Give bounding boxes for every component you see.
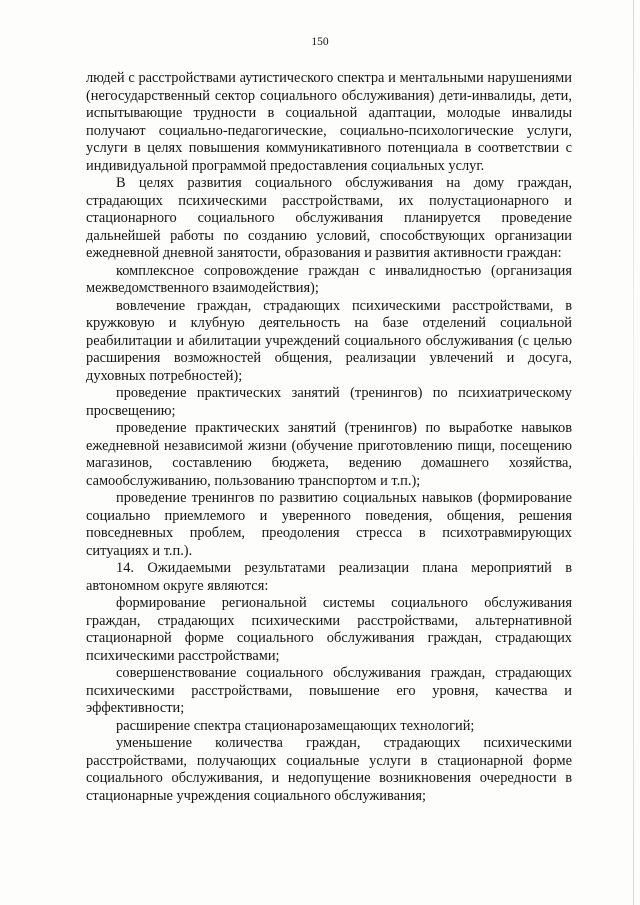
list-item: формирование региональной системы социального обслуживания граждан, страдающих психическими расстройствами, альтернативной стационарной форме социального обслуживания граждан, страдающих психическими расстройствами; bbox=[86, 595, 572, 664]
paragraph-continuation: людей с расстройствами аутистического спектра и ментальными нарушениями (негосударственный сектор социального обслуживания) дети-инвалиды, дети, испытывающие трудности в социальной адаптации, молодые инвалиды получают социально-педагогические, социально-психологические услуги, услуги в целях повышения коммуникативного потенциала в соответствии с индивидуальной программой предоставления социальных услуг. bbox=[86, 70, 572, 174]
section-paragraph: 14. Ожидаемыми результатами реализации плана мероприятий в автономном округе являются: bbox=[86, 560, 572, 594]
list-item: вовлечение граждан, страдающих психическими расстройствами, в кружковую и клубную деятельность на базе отделений социальной реабилитации и абилитации учреждений социального обслуживания (с целью расширения возможностей общения, реализации увлечений и досуга, духовных потребностей); bbox=[86, 297, 572, 384]
list-item: комплексное сопровождение граждан с инвалидностью (организация межведомственного взаимодействия); bbox=[86, 262, 572, 296]
document-body bbox=[86, 70, 572, 805]
scan-edge bbox=[633, 0, 634, 905]
list-item: проведение практических занятий (тренингов) по выработке навыков ежедневной независимой жизни (обучение приготовлению пищи, посещению магазинов, составлению бюджета, ведению домашнего хозяйства, самообслуживанию, пользованию транспортом и т.п.); bbox=[86, 420, 572, 489]
page-number: 150 bbox=[311, 36, 329, 48]
list-item: проведение практических занятий (тренингов) по психиатрическому просвещению; bbox=[86, 385, 572, 419]
paragraph: В целях развития социального обслуживания на дому граждан, страдающих психическими расстройствами, их полустационарного и стационарного социального обслуживания планируется проведение дальнейшей работы по созданию условий, способствующих организации ежедневной дневной занятости, образования и развития активности граждан: bbox=[86, 175, 572, 261]
list-item: расширение спектра стационарозамещающих технологий; bbox=[116, 717, 475, 734]
list-item: уменьшение количества граждан, страдающих психическими расстройствами, получающих социальные услуги в стационарной форме социального обслуживания, и недопущение возникновения очередности в стационарные учреждения социального обслуживания; bbox=[86, 735, 572, 804]
list-item: проведение тренингов по развитию социальных навыков (формирование социально приемлемого и уверенного поведения, общения, решения повседневных проблем, преодоления стресса в психотравмирующих ситуациях и т.п.). bbox=[86, 490, 572, 559]
list-item: совершенствование социального обслуживания граждан, страдающих психическими расстройствами, повышение его уровня, качества и эффективности; bbox=[86, 665, 572, 716]
